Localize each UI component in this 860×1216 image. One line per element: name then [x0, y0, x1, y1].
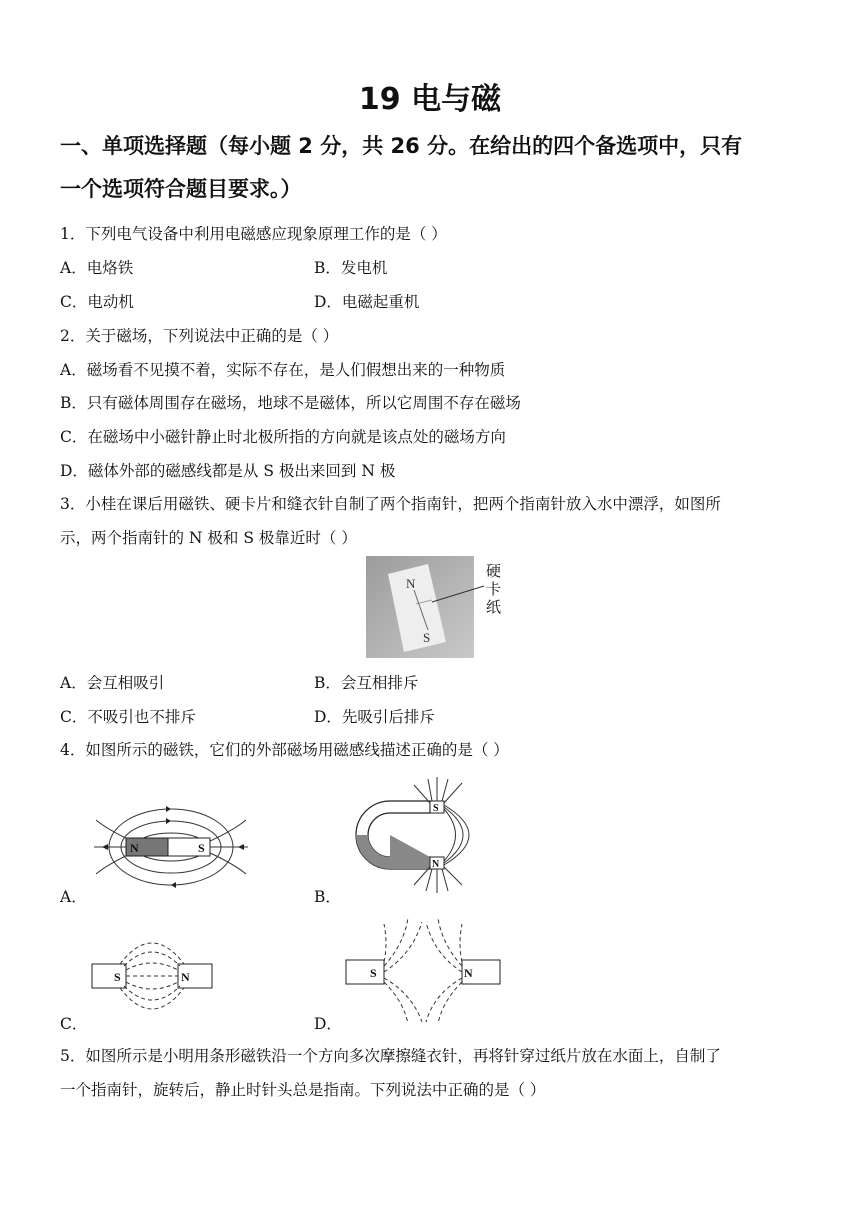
q3-option-c: C．不吸引也不排斥 [60, 708, 196, 726]
q4-option-a-label: A． [60, 888, 87, 906]
q1-option-c: C．电动机 [60, 293, 134, 311]
pole-n-label: N [181, 970, 190, 984]
q2-option-a: A．磁场看不见摸不着，实际不存在，是人们假想出来的一种物质 [60, 361, 506, 379]
pole-s-label: S [370, 966, 377, 980]
q4-option-c-label: C． [60, 1015, 88, 1033]
magnet-s-block [346, 960, 384, 984]
pole-n-label: N [432, 859, 440, 870]
q4-figure-b [342, 773, 502, 895]
pole-n-label: N [130, 841, 139, 855]
q4-figure-a [88, 790, 254, 895]
q4-option-d-label: D． [314, 1015, 342, 1033]
q3-stem-line1: 3．小桂在课后用磁铁、硬卡片和缝衣针自制了两个指南针，把两个指南针放入水中漂浮，如图所 [60, 495, 721, 513]
needle-n-label: N [406, 576, 416, 591]
q4-figure-c [86, 930, 220, 1026]
pole-s-label: S [198, 841, 205, 855]
magnet-s-block [92, 964, 126, 988]
q4-figure-d [342, 914, 506, 1026]
q1-option-d: D．电磁起重机 [314, 293, 420, 311]
pole-s-label: S [433, 803, 439, 814]
card-label-3: 纸 [486, 598, 502, 616]
section-heading-line2: 一个选项符合题目要求。） [60, 177, 302, 201]
q2-option-d: D．磁体外部的磁感线都是从 S 极出来回到 N 极 [60, 462, 396, 480]
q3-option-a: A．会互相吸引 [60, 674, 165, 692]
pole-s-label: S [114, 970, 121, 984]
q4-stem: 4．如图所示的磁铁，它们的外部磁场用磁感线描述正确的是（ ） [60, 741, 509, 759]
q3-stem-line2: 示，两个指南针的 N 极和 S 极靠近时（ ） [60, 529, 357, 547]
card-label-1: 硬 [486, 562, 502, 580]
page-title: 19 电与磁 [358, 82, 502, 117]
q1-option-a: A．电烙铁 [60, 259, 134, 277]
q1-stem: 1．下列电气设备中利用电磁感应现象原理工作的是（ ） [60, 225, 447, 243]
q1-option-b: B．发电机 [314, 259, 388, 277]
section-heading-line1: 一、单项选择题（每小题 2 分，共 26 分。在给出的四个备选项中，只有 [60, 134, 743, 158]
q2-option-c: C．在磁场中小磁针静止时北极所指的方向就是该点处的磁场方向 [60, 428, 506, 446]
q3-compass-figure [366, 556, 506, 660]
pole-n-label: N [464, 966, 473, 980]
q5-stem-line1: 5．如图所示是小明用条形磁铁沿一个方向多次摩擦缝衣针，再将针穿过纸片放在水面上，自制了 [60, 1047, 721, 1065]
q3-option-b: B．会互相排斥 [314, 674, 419, 692]
q2-stem: 2．关于磁场，下列说法中正确的是（ ） [60, 327, 339, 345]
q5-stem-line2: 一个指南针，旋转后，静止时针头总是指南。下列说法中正确的是（ ） [60, 1081, 546, 1099]
q3-option-d: D．先吸引后排斥 [314, 708, 435, 726]
q4-option-b-label: B． [314, 888, 341, 906]
card-label-2: 卡 [486, 580, 502, 598]
q2-option-b: B．只有磁体周围存在磁场，地球不是磁体，所以它周围不存在磁场 [60, 394, 521, 412]
needle-s-label: S [423, 630, 431, 645]
